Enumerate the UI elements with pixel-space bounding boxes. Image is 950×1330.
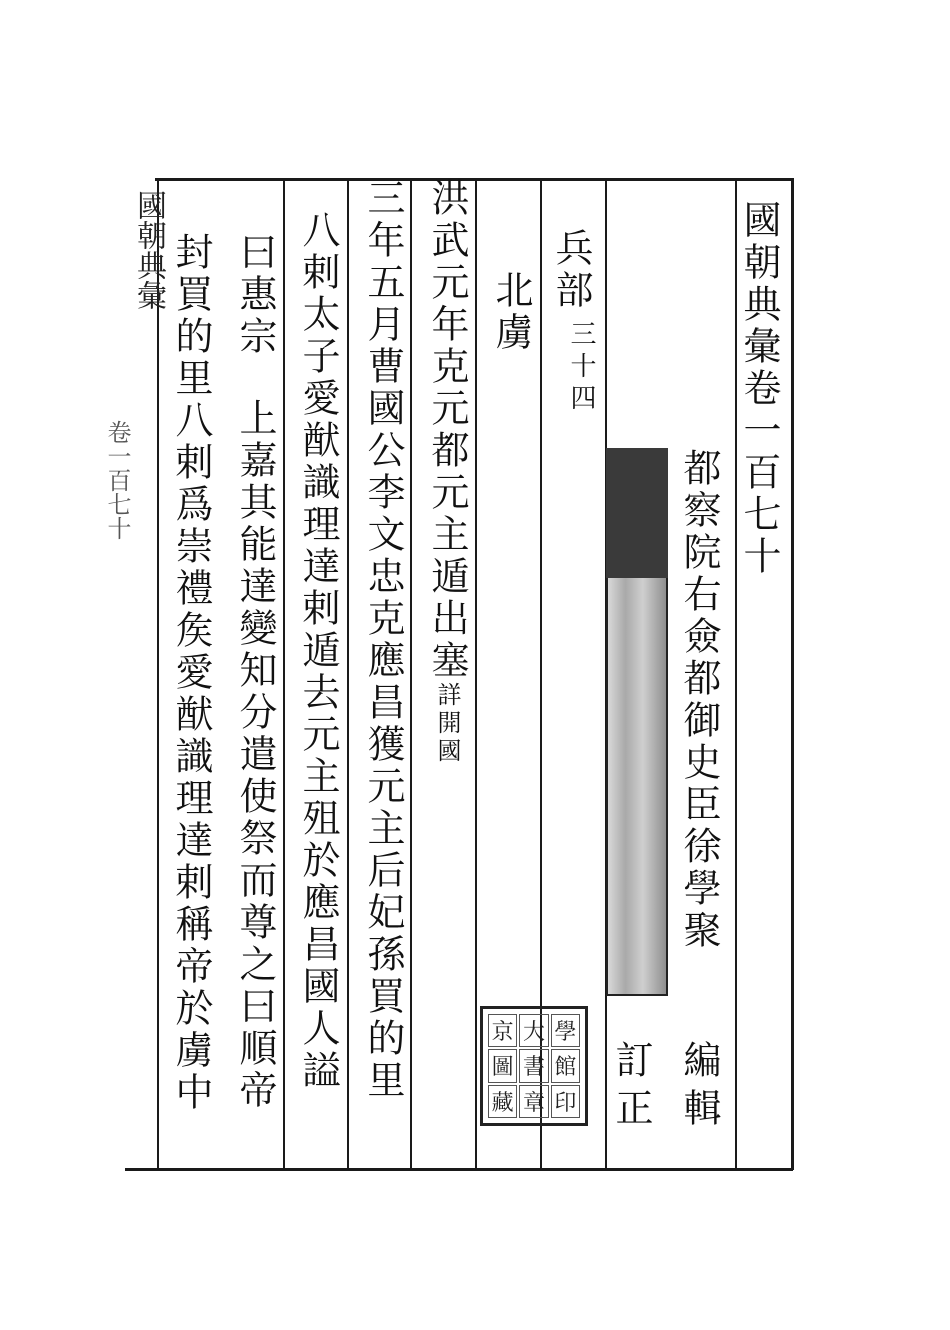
text-line-4 [233,232,277,1112]
section-number: 三十四 [566,320,596,416]
frame-top [155,178,793,181]
compiler-role: 編輯 [677,1040,721,1136]
column-rule [475,178,477,1168]
title-line: 國朝典彙卷一百七十 [737,200,781,578]
column-rule [157,178,159,1168]
text-line-4-a: 曰惠宗 [233,232,277,358]
edge-fragment-2: 卷一百七十 [103,420,131,540]
text-line-1-note: 詳開國 [433,682,461,766]
text-line-1-main: 洪武元年克元都元主遁出塞 [425,178,469,682]
library-seal [480,1006,588,1126]
paper-strip-shadow [606,448,668,578]
compiler-line: 都察院右僉都御史臣徐學聚 [677,448,721,952]
frame-right [791,178,794,1170]
seal-glyph: 書 [519,1049,548,1082]
column-rule [347,178,349,1168]
seal-glyph: 館 [551,1049,580,1082]
text-line-2: 三年五月曹國公李文忠克應昌獲元主后妃孫買的里 [361,178,405,1102]
text-line-5: 封買的里八剌爲崇禮矦愛猷識理達剌稱帝於虜中 [169,232,213,1114]
section-title: 兵部 [549,228,593,312]
edge-fragment: 國朝典彙 [131,190,166,310]
seal-glyph: 藏 [488,1085,517,1118]
seal-glyph: 學 [551,1014,580,1047]
seal-glyph: 京 [488,1014,517,1047]
text-line-1 [425,178,469,766]
seal-glyph: 印 [551,1085,580,1118]
seal-glyph: 大 [519,1014,548,1047]
text-line-4-b: 上嘉其能達變知分遣使祭而尊之曰順帝 [233,398,277,1112]
seal-glyph: 圖 [488,1049,517,1082]
frame-bottom [125,1168,793,1171]
topic-title: 北虜 [489,270,533,354]
column-rule [410,178,412,1168]
text-line-3: 八剌太子愛猷識理達剌遁去元主殂於應昌國人謚 [296,210,340,1092]
seal-glyph: 章 [519,1085,548,1118]
column-rule [283,178,285,1168]
proofread-label: 訂正 [609,1040,653,1136]
